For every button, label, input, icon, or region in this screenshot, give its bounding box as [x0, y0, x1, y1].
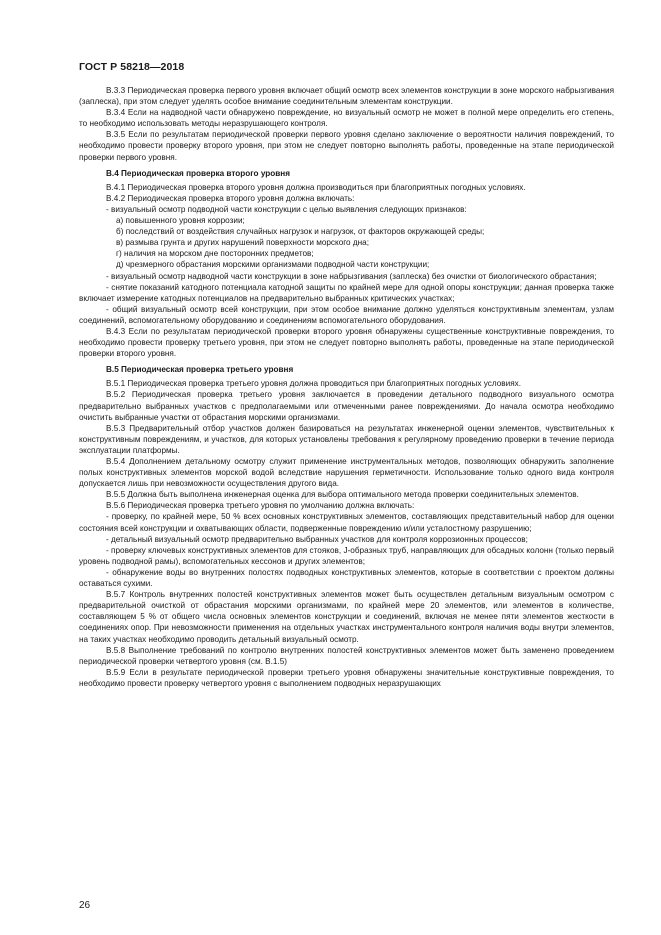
paragraph: - визуальный осмотр надводной части конструкции в зоне набрызгивания (заплеска) без очистки от биологического обрастания;	[106, 271, 597, 281]
page-header: ГОСТ Р 58218—2018	[79, 61, 185, 73]
paragraph: В.3.5 Если по результатам периодической проверки первого уровня сделано заключение о вероятности наличия повреждений, то необходимо провести проверку второго уровня, при этом не следует повторно выполнять работы, проведенные на этапе периодической проверки первого уровня.	[79, 130, 614, 162]
paragraph: В.4.1 Периодическая проверка второго уровня должна производиться при благоприятных погодных условиях.	[106, 182, 526, 192]
paragraph: В.5.4 Дополнением детальному осмотру служит применение инструментальных методов, позволяющих обнаружить заполнение полых конструктивных элементов морской водой вследствие нарушения герметичности. Использование только одного вида контроля допускается лишь при невозможности осуществления другого вида.	[79, 457, 614, 489]
paragraph: В.4.3 Если по результатам периодической проверки второго уровня обнаружены существенные конструктивные повреждения, то необходимо провести проверку третьего уровня, при этом не следует повторно выполнять работы, проведенные на этапе периодической проверки второго уровня.	[79, 326, 614, 359]
paragraph: В.5.9 Если в результате периодической проверки третьего уровня обнаружены значительные конструктивные повреждения, то необходимо провести проверку четвертого уровня с выполнением подводных неразрушающих	[79, 667, 614, 688]
paragraph: В.4.2 Периодическая проверка второго уровня должна включать:	[106, 193, 355, 203]
paragraph: В.5.7 Контроль внутренних полостей конструктивных элементов может быть осуществлен детальным визуальным осмотром с предварительной очисткой от обрастания морскими организмами, по крайней мере 20 элементов, или элементов в количестве, составляющем 5 % от общего числа основных элементов конструкции и соединений, включая не менее пяти элементов жесткости в соединениях опор. При невозможности применения на отдельных участках инструментального контроля наличия воды внутри элементов, на таких участках необходимо проводить детальный визуальный осмотр.	[79, 590, 614, 644]
paragraph: - визуальный осмотр подводной части конструкции с целью выявления следующих признаков:	[106, 204, 467, 214]
list-item: д) чрезмерного обрастания морскими организмами подводной части конструкции;	[116, 260, 430, 270]
paragraph: - общий визуальный осмотр всей конструкции, при этом особое внимание должно уделяться конструктивным элементам, узлам соединений, вспомогательному оборудованию и соединениям вспомогательного оборудования.	[79, 304, 614, 325]
paragraph: В.3.4 Если на надводной части обнаружено повреждение, но визуальный осмотр не может в полной мере определить его степень, то необходимо использовать методы неразрушающего контроля.	[79, 108, 614, 129]
paragraph: В.5.2 Периодическая проверка третьего уровня заключается в проведении детального подводного визуального осмотра предварительно выбранных участков с предполагаемыми или отмеченными ранее повреждениями. До начала осмотра необходимо очистить выбранные участки от обрастания морскими организмами.	[79, 390, 614, 422]
section-heading: В.4 Периодическая проверка второго уровня	[106, 168, 291, 178]
section-heading: В.5 Периодическая проверка третьего уровня	[106, 365, 294, 375]
paragraph: - обнаружение воды во внутренних полостях подводных конструктивных элементов, которые в соответствии с проектом должны оставаться сухими.	[79, 567, 614, 589]
paragraph: - детальный визуальный осмотр предварительно выбранных участков для контроля коррозионных процессов;	[106, 534, 528, 544]
paragraph: В.3.3 Периодическая проверка первого уровня включает общий осмотр всех элементов конструкции в зоне морского набрызгивания (заплеска), при этом следует уделять особое внимание соединительным элементам конструкции.	[79, 86, 614, 107]
paragraph: - проверку, по крайней мере, 50 % всех основных конструктивных элементов, составляющих представительный набор для оценки состояния всей конструкции и охватывающих области, подверженные повреждению и/или усталостному разрушению;	[79, 512, 614, 533]
paragraph: В.5.5 Должна быть выполнена инженерная оценка для выбора оптимального метода проверки соединительных элементов.	[106, 490, 579, 500]
paragraph: В.5.3 Предварительный отбор участков должен базироваться на результатах инженерной оценки элементов, чувствительных к конструктивным повреждениям, и участков, для которых установлены требования к регулярному проведению проверки в течение периода эксплуатации платформы.	[79, 423, 614, 455]
page-number: 26	[79, 900, 91, 911]
paragraph: - проверку ключевых конструктивных элементов для стояков, J-образных труб, направляющих для обсадных колонн (только первый уровень подводной рамы), вспомогательных кессонов и других элементов;	[79, 545, 614, 566]
paragraph: В.5.8 Выполнение требований по контролю внутренних полостей конструктивных элементов может быть заменено проведением периодической проверки четвертого уровня (см. В.1.5)	[79, 645, 614, 666]
paragraph: В.5.1 Периодическая проверка третьего уровня должна проводиться при благоприятных погодных условиях.	[106, 379, 522, 389]
list-item: а) повышенного уровня коррозии;	[116, 216, 245, 226]
document-body	[79, 85, 614, 689]
list-item: г) наличия на морском дне посторонних предметов;	[116, 249, 314, 259]
paragraph: - снятие показаний катодного потенциала катодной защиты по крайней мере для одной опоры конструкции; данная проверка также включает измерение катодных потенциалов на предварительно выбранных критических участках;	[79, 282, 614, 303]
list-item: б) последствий от воздействия случайных нагрузок и нагрузок, от факторов окружающей среды;	[116, 227, 485, 237]
paragraph: В.5.6 Периодическая проверка третьего уровня по умолчанию должна включать:	[106, 501, 415, 511]
list-item: в) размыва грунта и других нарушений поверхности морского дна;	[116, 238, 370, 248]
